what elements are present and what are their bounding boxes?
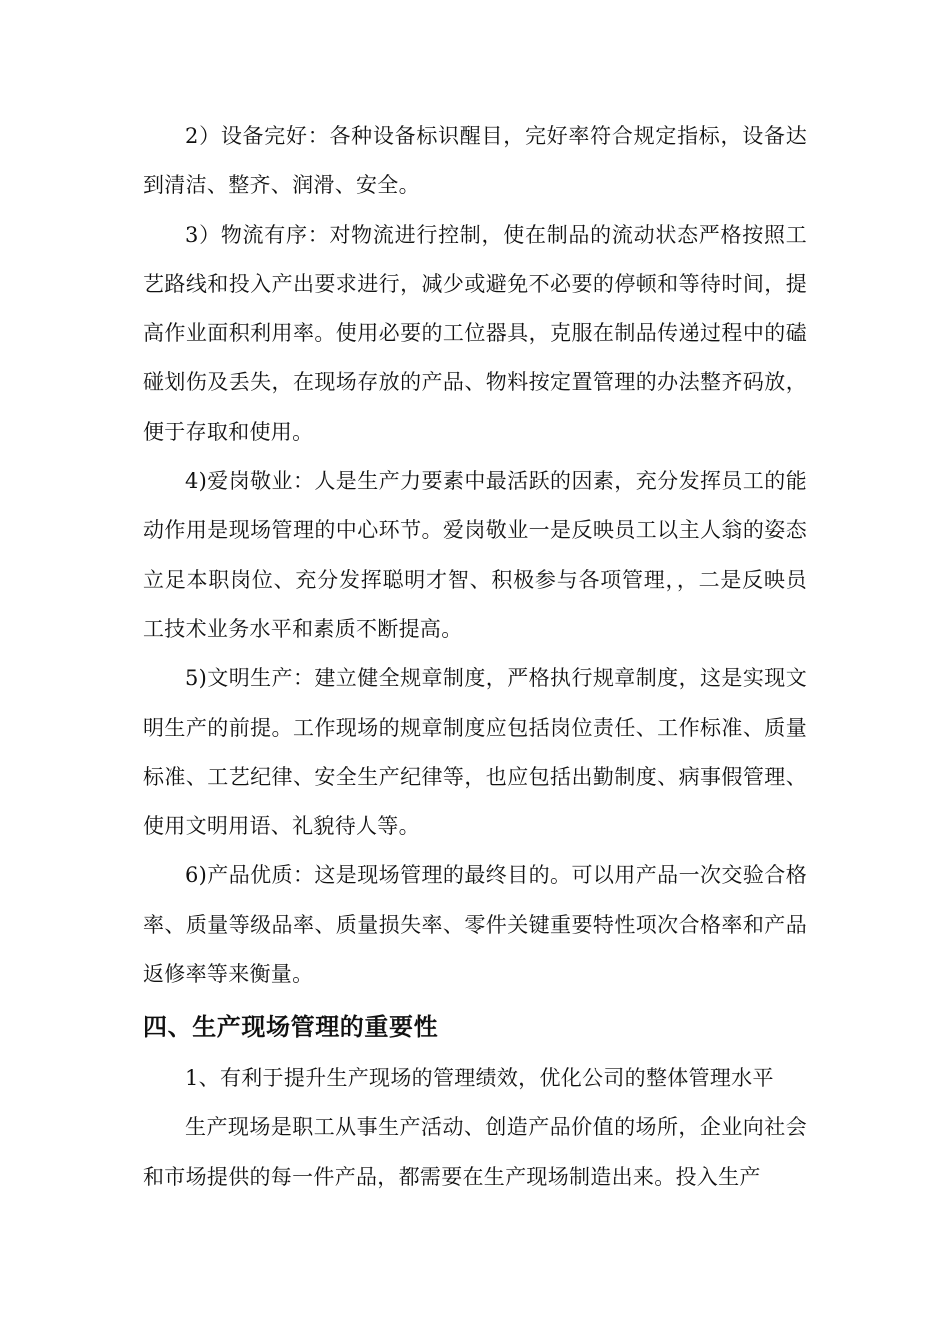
paragraph-dedication: 4)爱岗敬业：人是生产力要素中最活跃的因素，充分发挥员工的能动作用是现场管理的中心环节。爱岗敬业一是反映员工以主人翁的姿态立足本职岗位、充分发挥聪明才智、积极参与各项管理，，二是反映员工技术业务水平和素质不断提高。	[143, 469, 807, 641]
paragraph-quality: 6)产品优质：这是现场管理的最终目的。可以用产品一次交验合格率、质量等级品率、质量损失率、零件关键重要特性项次合格率和产品返修率等来衡量。	[143, 863, 807, 987]
section-heading: 四、生产现场管理的重要性	[143, 1012, 439, 1041]
paragraph-civilized-production: 5)文明生产：建立健全规章制度，严格执行规章制度，这是实现文明生产的前提。工作现场的规章制度应包括岗位责任、工作标准、质量标准、工艺纪律、安全生产纪律等，也应包括出勤制度、病事假管理、使用文明用语、礼貌待人等。	[143, 666, 807, 839]
paragraph-production-site: 生产现场是职工从事生产活动、创造产品价值的场所，企业向社会和市场提供的每一件产品，都需要在生产现场制造出来。投入生产	[143, 1115, 807, 1189]
paragraph-logistics: 3）物流有序：对物流进行控制，使在制品的流动状态严格按照工艺路线和投入产出要求进行，减少或避免不必要的停顿和等待时间，提高作业面积利用率。使用必要的工位器具，克服在制品传递过程中的磕碰划伤及丢失，在现场存放的产品、物料按定置管理的办法整齐码放，便于存取和使用。	[143, 222, 807, 444]
sub-heading: 1、有利于提升生产现场的管理绩效，优化公司的整体管理水平	[185, 1066, 774, 1090]
upper-text-block	[143, 112, 807, 999]
lower-text-block	[143, 1000, 807, 1202]
paragraph-equipment: 2）设备完好：各种设备标识醒目，完好率符合规定指标，设备达到清洁、整齐、润滑、安全。	[143, 124, 807, 198]
